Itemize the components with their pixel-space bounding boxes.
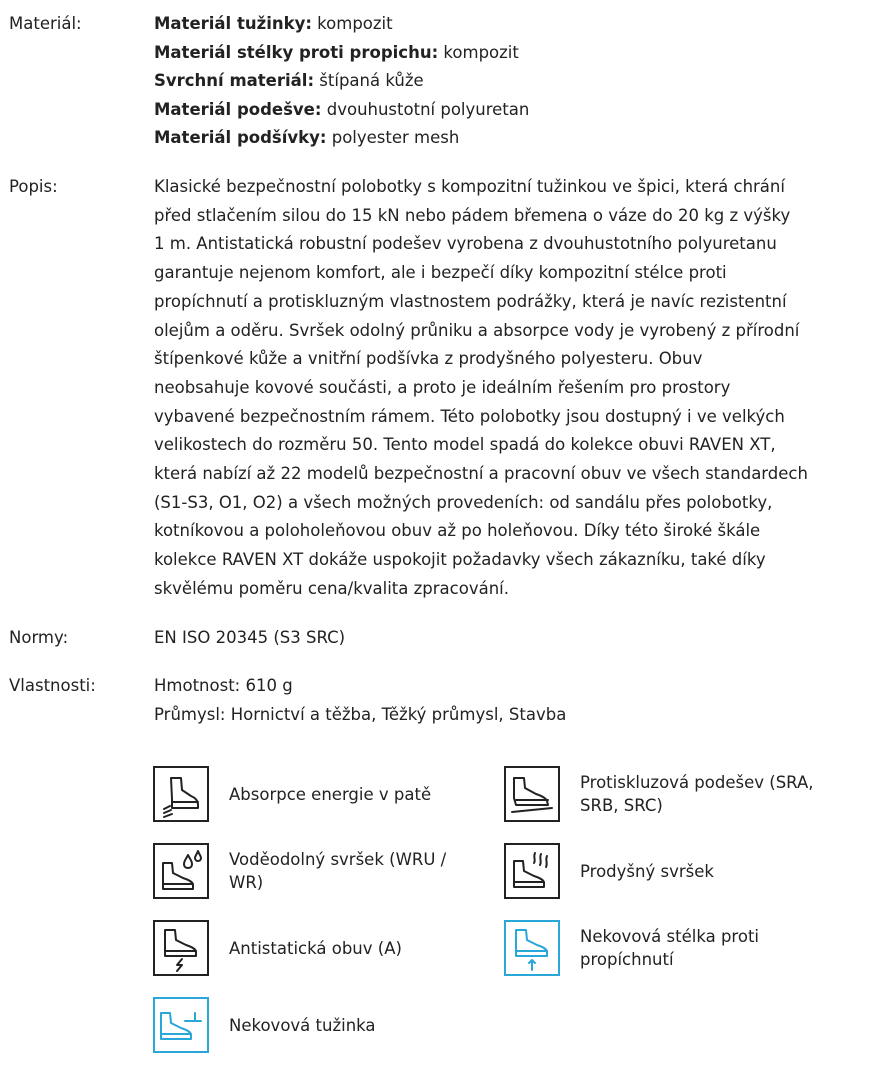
feature-label: Prodyšný svršek: [580, 861, 714, 881]
normy-text: EN ISO 20345 (S3 SRC): [154, 628, 346, 647]
normy-value: [154, 624, 864, 653]
vlastnosti-label: Vlastnosti:: [9, 676, 96, 695]
popis-line: kotníkovou a poloholeňovou obuv až po holeňovou. Díky této široké škále: [154, 521, 761, 541]
heel-energy-absorption-icon: [153, 766, 209, 822]
material-label: Materiál:: [9, 14, 82, 33]
feature-item: [153, 997, 483, 1057]
popis-line: garantuje nejenom komfort, ale i bezpečí díky kompozitní stélce proti: [154, 263, 727, 283]
popis-line: kolekce RAVEN XT dokáže uspokojit požadavky všech zákazníku, také díky: [154, 550, 766, 570]
popis-line: 1 m. Antistatická robustní podešev vyrobena z dvouhustotního polyuretanu: [154, 234, 777, 254]
feature-label: Nekovová tužinka: [229, 1015, 376, 1035]
popis-line: skvělému poměru cena/kvalita zpracování.: [154, 578, 509, 598]
anti-slip-sole-icon: [504, 766, 560, 822]
non-metal-insole-icon: [504, 920, 560, 976]
feature-item: [504, 843, 834, 903]
vlastnosti-values: [154, 672, 864, 729]
feature-label: Nekovová stélka proti propíchnutí: [580, 927, 760, 969]
material-values: [154, 10, 864, 153]
popis-label: Popis:: [9, 177, 58, 196]
popis-line: neobsahuje kovové součásti, a proto je ideálním řešením pro prostory: [154, 377, 731, 397]
popis-line: před stlačením silou do 15 kN nebo pádem břemena o váze do 20 kg z výšky: [154, 205, 791, 225]
feature-item: [504, 766, 834, 826]
material-item: Materiál podešve: dvouhustotní polyuretan: [154, 99, 530, 119]
vlastnosti-line: Hmotnost: 610 g: [154, 676, 293, 695]
popis-line: olejům a oděru. Svršek odolný průniku a absorpce vody je vyrobený z přírodní: [154, 320, 800, 340]
normy-label: Normy:: [9, 628, 69, 647]
feature-label: Protiskluzová podešev (SRA, SRB, SRC): [580, 773, 814, 815]
popis-line: velikostech do rozměru 50. Tento model spadá do kolekce obuvi RAVEN XT,: [154, 435, 776, 455]
popis-line: Klasické bezpečnostní polobotky s kompozitní tužinkou ve špici, která chrání: [154, 177, 785, 196]
feature-label: Antistatická obuv (A): [229, 938, 402, 958]
material-item: Materiál podšívky: polyester mesh: [154, 128, 460, 147]
feature-item: [153, 843, 483, 903]
popis-line: (S1-S3, O1, O2) a všech možných provedeních: od sandálu přes polobotky,: [154, 492, 773, 512]
feature-item: [153, 920, 483, 980]
non-metal-toecap-icon: [153, 997, 209, 1053]
popis-line: která nabízí až 22 modelů bezpečnostní a pracovní obuv ve všech standardech: [154, 464, 808, 484]
material-item: Materiál tužinky: kompozit: [154, 14, 393, 33]
breathable-upper-icon: [504, 843, 560, 899]
feature-item: [504, 920, 834, 980]
water-resistant-upper-icon: [153, 843, 209, 899]
vlastnosti-line: Průmysl: Hornictví a těžba, Těžký průmysl, Stavba: [154, 704, 567, 724]
popis-line: propíchnutí a protiskluzným vlastnostem podrážky, která je navíc rezistentní: [154, 291, 787, 311]
feature-label: Voděodolný svršek (WRU / WR): [229, 850, 447, 892]
popis-line: štípenkové kůže a vnitřní podšívka z prodyšného polyesteru. Obuv: [154, 349, 703, 369]
antistatic-shoe-icon: [153, 920, 209, 976]
material-item: Svrchní materiál: štípaná kůže: [154, 71, 424, 90]
feature-label: Absorpce energie v patě: [229, 784, 432, 804]
material-item: Materiál stélky proti propichu: kompozit: [154, 42, 519, 62]
popis-text: [154, 173, 864, 604]
popis-line: vybavené bezpečnostním rámem. Této polobotky jsou dostupný i ve velkých: [154, 406, 785, 426]
feature-item: [153, 766, 483, 826]
